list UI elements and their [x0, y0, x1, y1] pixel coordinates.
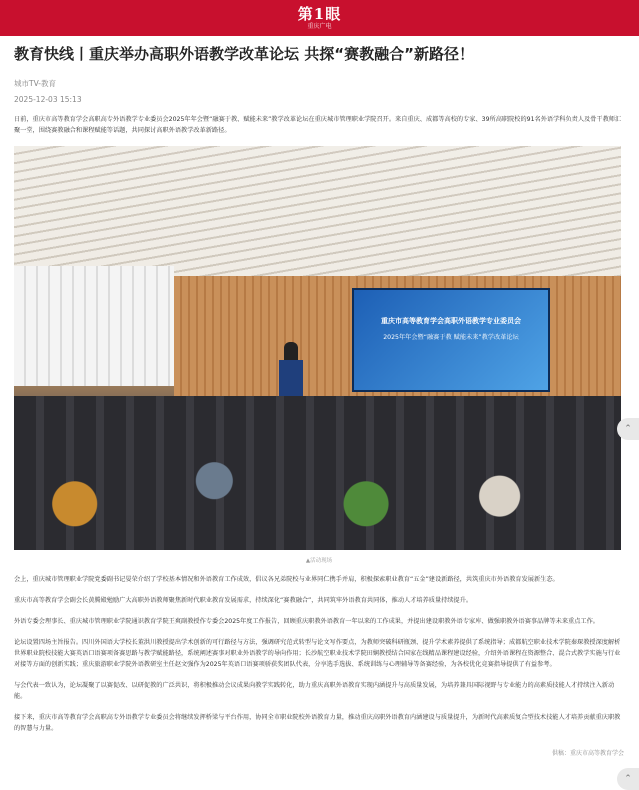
logo-subtext: 重庆广电 — [307, 22, 332, 30]
article-body — [14, 574, 624, 734]
photo-wall — [14, 266, 174, 386]
article-title: 教育快线丨重庆举办高职外语教学改革论坛 共探“赛教融合”新路径！ — [14, 45, 474, 63]
logo-text: 第1眼 — [297, 4, 342, 23]
paragraph: 重庆市高等教育学会副会长黄腾殿勉励广大高职外语教师聚焦新时代职业教育发展需求，持续深化“赛教融合”，共同筑牢外语教育共同体，推动人才培养质量持续提升。 — [14, 597, 473, 604]
photo-caption: ▲活动现场 — [305, 558, 333, 564]
top-bar — [0, 0, 639, 36]
paragraph: 会上，重庆城市管理职业学院党委副书记晏荣介绍了学校基本情况和外语教育工作成效，倡议各兄弟院校与业界同仁携手并肩，积极探索职业教育“五金”建设新路径，共筑重庆市外语教育发展新生态。 — [14, 576, 559, 583]
screen-line1: 重庆市高等教育学会高职外语教学专业委员会 — [381, 317, 521, 325]
paragraph: 接下来，重庆市高等教育学会高职高专外语教学专业委员会将继续发挥桥梁与平台作用，协同全市职业院校外语教育力量，推动重庆高职外语教育内涵建设与质量提升，为新时代高素质复合型技术技能人才培养贡献重庆职教的智慧与力量。 — [14, 714, 621, 732]
audience — [14, 396, 621, 550]
chevron-up-icon: ⌃ — [624, 774, 632, 784]
speaker — [284, 342, 298, 362]
article-editor: 供稿：重庆市高等教育学会 — [551, 750, 624, 757]
event-photo — [14, 146, 621, 550]
article-lead: 日前，重庆市高等教育学会高职高专外语教学专业委员会2025年年会暨“融赛于教、赋能未来”教学改革论坛在重庆城市管理职业学院召开。来自重庆、成都等高校的专家、39所高职院校的91名外语学科负责人及骨干教师汇聚一堂，围绕赛教融合和课程赋能等话题，共同探讨高职外语教学改革新路径。 — [14, 116, 622, 134]
podium — [279, 360, 303, 400]
article-source[interactable]: 城市TV-教育 — [14, 79, 56, 88]
article — [14, 44, 624, 757]
article-date: 2025-12-03 15:13 — [14, 95, 82, 104]
paragraph: 外语专委会理事长、重庆城市管理职业学院通识教育学院王爽副教授作专委会2025年度工作报告，回顾重庆职教外语教育一年以来的工作成果，并提出建设职教外语专家库、做强职教外语赛事品牌等未来重点工作。 — [14, 618, 599, 625]
projection-screen — [352, 288, 550, 392]
back-to-top-button[interactable] — [617, 418, 639, 440]
site-logo[interactable] — [297, 4, 342, 30]
paragraph: 论坛设置四场主旨报告。四川外国语大学校长董洪川教授提出学术创新的可行路径与方法，强调研究范式转型与论文写作要点，为教师突破科研瓶颈、提升学术素养提供了系统指导；成都航空职业技术学院秦琛教授深度解析世界职业院校技能大赛英语口语赛项备赛思路与教学赋能路径，系统阐述赛事对职业外语教学的导向作用；长沙航空职业技术学院田娴教授结合国家在线精品课程建设经验，介绍外语课程在资源整合、混合式教学实施与行业对接等方面的创新实践；重庆旅游职业学院外语教研室主任赵文强作为2025年英语口语赛项骄获奖团队代表，分享选手选拔、系统训练与心理辅导等备赛经验，为各校优化竞赛指导提供了有益参考。 — [14, 639, 621, 668]
chevron-up-icon: ⌃ — [624, 424, 632, 434]
paragraph: 与会代表一致认为，论坛凝聚了以赛促改、以研促教的广泛共识，将积极推动会议成果向教学实践转化，助力重庆高职外语教育实现内涵提升与高质量发展，为培养兼具国际视野与专业能力的高素质技能人才持续注入新动能。 — [14, 682, 615, 700]
screen-line2: 2025年年会暨“融赛于教 赋能未来”教学改革论坛 — [383, 334, 519, 341]
